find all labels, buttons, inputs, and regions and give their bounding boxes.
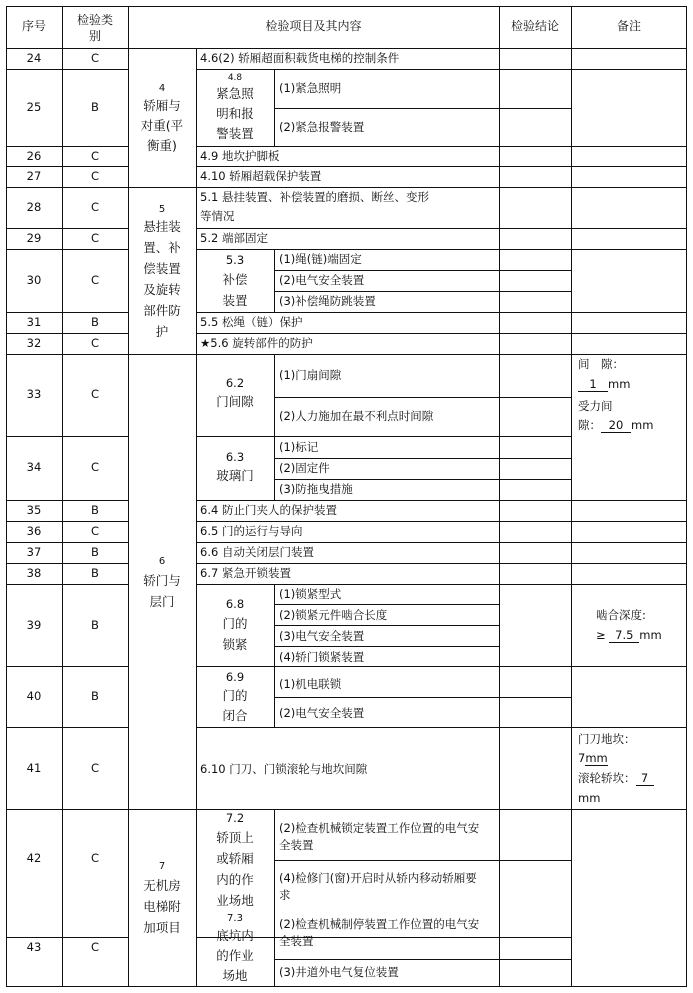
sub-line: 装置	[222, 293, 248, 308]
row-no: 25	[26, 100, 42, 114]
sub-col-divider	[274, 584, 275, 727]
remark-force-gap-label	[578, 400, 613, 413]
group-line: 置、补	[143, 240, 181, 255]
group-line: 轿门与	[143, 573, 181, 588]
item-text: (2)人力施加在最不利点时间隙	[279, 409, 434, 423]
row-divider	[196, 249, 687, 250]
row-no: 29	[26, 231, 42, 245]
row-cat: B	[91, 618, 99, 632]
row-no: 37	[26, 545, 42, 559]
row-cat: C	[90, 940, 100, 954]
sub-line: 内的作	[216, 872, 254, 887]
row-cat: C	[90, 387, 100, 401]
row-no: 33	[26, 387, 42, 401]
item-text: (1)标记	[279, 440, 319, 454]
item-text: (3)补偿绳防跳装置	[279, 294, 376, 308]
item-text: 求	[279, 888, 291, 902]
sub-row-divider	[274, 959, 572, 960]
row-divider	[6, 809, 687, 810]
item-text: (2)紧急报警装置	[279, 120, 365, 134]
row-no: 34	[26, 460, 42, 474]
group-line: 护	[155, 324, 169, 339]
group-num: 7	[158, 861, 166, 872]
item-text: (2)检查机械锁定装置工作位置的电气安	[279, 821, 480, 835]
sub-row-divider	[274, 646, 500, 647]
row-cat: B	[91, 545, 99, 559]
row-no: 28	[26, 200, 42, 214]
row-divider	[6, 937, 128, 938]
sub-row-divider	[274, 860, 572, 861]
sub-col-divider	[274, 809, 275, 987]
row-divider	[6, 228, 128, 229]
item-text: 6.4 防止门夹人的保护装置	[200, 503, 337, 517]
row-divider	[6, 249, 128, 250]
remark-symbol: ≥	[596, 628, 606, 642]
sub-line: 场地	[222, 968, 248, 983]
group-line: 部件防	[143, 303, 181, 318]
item-text: (1)绳(链)端固定	[279, 252, 362, 266]
row-divider	[196, 542, 687, 543]
remark-value: 7	[578, 751, 586, 765]
sub-num: 6.9	[225, 670, 245, 684]
row-divider	[6, 69, 128, 70]
row-no: 27	[26, 169, 42, 183]
remark-label: 间 隙：	[578, 357, 624, 371]
sub-line: 门间隙	[216, 394, 254, 409]
row-divider	[6, 166, 128, 167]
sub-line: 紧急照	[216, 86, 254, 101]
group-line: 偿装置	[143, 261, 181, 276]
row-divider	[196, 521, 687, 522]
group-line: 及旋转	[143, 282, 181, 297]
row-no: 31	[26, 315, 42, 329]
sub-line: 明和报	[216, 106, 254, 121]
row-divider	[196, 333, 687, 334]
remark-label: 滚轮轿坎：	[578, 771, 636, 785]
sub-num: 4.8	[227, 73, 243, 83]
remark-unit: mm	[631, 418, 654, 432]
sub-line: 或轿厢	[216, 851, 254, 866]
remark-engage-value	[596, 629, 662, 643]
row-no: 39	[26, 618, 42, 632]
row-divider	[196, 69, 687, 70]
remark-value: 7	[636, 772, 654, 786]
sub-line: 补偿	[222, 272, 248, 287]
row-no: 26	[26, 149, 42, 163]
sub-num: 6.2	[225, 376, 245, 390]
row-divider	[6, 563, 128, 564]
row-cat: C	[90, 149, 100, 163]
remark-label: 隙：	[578, 418, 601, 432]
sub-row-divider	[274, 625, 500, 626]
item-text: (1)机电联锁	[279, 677, 342, 691]
row-divider	[6, 312, 128, 313]
item-text: (3)井道外电气复位装置	[279, 965, 399, 979]
group-num: 6	[158, 556, 166, 567]
row-no: 38	[26, 566, 42, 580]
sub-line: 玻璃门	[216, 468, 254, 483]
sub-row-divider	[274, 697, 572, 698]
remark-roller-unit	[578, 792, 600, 805]
row-divider	[6, 436, 128, 437]
row-divider	[196, 228, 687, 229]
row-divider	[6, 521, 128, 522]
remark-unit: mm	[639, 628, 662, 642]
item-text: (2)检查机械制停装置工作位置的电气安	[279, 917, 480, 931]
row-divider	[6, 727, 128, 728]
row-cat: C	[90, 851, 100, 865]
sub-line: 闭合	[222, 708, 248, 723]
row-divider	[6, 187, 687, 188]
sub-row-divider	[274, 479, 572, 480]
sub-line: 锁紧	[222, 637, 248, 652]
row-cat: B	[91, 100, 99, 114]
item-text: 5.1 悬挂装置、补偿装置的磨损、断丝、变形	[200, 190, 429, 204]
row-divider	[196, 584, 687, 585]
row-divider	[6, 500, 128, 501]
sub-line: 的作业	[216, 948, 254, 963]
row-divider	[196, 727, 687, 728]
item-text: 4.6(2) 轿厢超面积载货电梯的控制条件	[200, 51, 400, 65]
remark-label: 受力间	[578, 399, 613, 413]
item-text: 4.10 轿厢超载保护装置	[200, 169, 322, 183]
row-cat: C	[90, 200, 100, 214]
col-divider	[499, 6, 500, 987]
remark-gap-label	[578, 358, 624, 371]
row-cat: C	[90, 336, 100, 350]
row-no: 24	[26, 51, 42, 65]
group-num: 4	[158, 83, 166, 94]
row-divider	[196, 312, 687, 313]
group-line: 衡重)	[147, 138, 177, 153]
row-no: 42	[26, 851, 42, 865]
row-no: 30	[26, 273, 42, 287]
group-line: 悬挂装	[143, 219, 181, 234]
row-cat: C	[90, 231, 100, 245]
row-divider	[196, 166, 687, 167]
row-cat: B	[91, 689, 99, 703]
item-text: 5.5 松绳（链）保护	[200, 315, 303, 329]
sub-num: 6.8	[225, 597, 245, 611]
col-divider	[571, 6, 572, 987]
row-cat: B	[91, 566, 99, 580]
row-cat: B	[91, 315, 99, 329]
sub-row-divider	[274, 270, 572, 271]
remark-label: 啮合深度:	[596, 608, 646, 622]
item-text: (2)电气安全装置	[279, 706, 365, 720]
row-cat: C	[90, 169, 100, 183]
group-line: 轿厢与	[143, 98, 181, 113]
row-divider	[196, 436, 572, 437]
header-conclusion: 检验结论	[510, 19, 559, 33]
item-text: 6.10 门刀、门锁滚轮与地坎间隙	[200, 762, 368, 776]
row-divider	[196, 146, 687, 147]
row-divider	[6, 48, 687, 49]
row-divider	[196, 666, 687, 667]
sub-line: 底坑内	[216, 928, 254, 943]
header-seq: 序号	[21, 19, 46, 33]
row-divider	[196, 563, 687, 564]
item-text: 6.7 紧急开锁装置	[200, 566, 291, 580]
sub-col-divider	[274, 249, 275, 312]
remark-value: 7.5	[609, 629, 639, 643]
sub-num: 5.3	[225, 253, 245, 267]
row-divider	[6, 333, 128, 334]
remark-roller-label	[578, 772, 654, 786]
sub-line: 轿顶上	[216, 830, 254, 845]
sub-row-divider	[274, 291, 572, 292]
header-item: 检验项目及其内容	[265, 19, 362, 33]
row-cat: C	[90, 460, 100, 474]
item-text: 等情况	[200, 209, 235, 223]
remark-engage-label	[596, 609, 646, 622]
remark-unit: mm	[585, 751, 608, 765]
row-cat: C	[90, 761, 100, 775]
sub-num: 7.3	[227, 913, 243, 924]
item-text: 全装置	[279, 838, 314, 852]
header-category: 检验类别	[76, 13, 113, 43]
remark-unit: mm	[608, 377, 631, 391]
sub-line: 门的	[222, 616, 248, 631]
remark-value: 1	[578, 378, 608, 392]
row-no: 40	[26, 689, 42, 703]
row-no: 43	[26, 940, 42, 954]
row-cat: C	[90, 51, 100, 65]
sub-row-divider	[274, 458, 572, 459]
group-line: 对重(平	[140, 118, 184, 133]
row-cat: B	[91, 503, 99, 517]
remark-unit: mm	[578, 791, 601, 805]
row-no: 41	[26, 761, 42, 775]
row-no: 32	[26, 336, 42, 350]
group-num: 5	[158, 204, 166, 215]
item-text: (2)电气安全装置	[279, 273, 365, 287]
item-text: 4.9 地坎护脚板	[200, 149, 280, 163]
row-divider	[6, 542, 128, 543]
item-text: (1)紧急照明	[279, 81, 342, 95]
group-line: 加项目	[143, 920, 181, 935]
header-remarks: 备注	[616, 19, 641, 33]
row-divider	[6, 666, 128, 667]
remark-knife-value	[578, 752, 608, 766]
row-divider	[196, 500, 687, 501]
item-text: ★5.6 旋转部件的防护	[200, 336, 313, 350]
row-no: 36	[26, 524, 42, 538]
item-text: (2)锁紧元件啮合长度	[279, 608, 388, 622]
item-text: (1)锁紧型式	[279, 587, 342, 601]
row-divider	[6, 146, 128, 147]
sub-line: 业场地	[216, 893, 254, 908]
sub-row-divider	[274, 604, 500, 605]
sub-row-divider	[274, 397, 572, 398]
remark-label: 门刀地坎：	[578, 732, 636, 746]
row-cat: C	[90, 524, 100, 538]
remark-value: 20	[601, 419, 631, 433]
sub-line: 警装置	[216, 126, 254, 141]
group-line: 无机房	[143, 878, 181, 893]
row-divider	[6, 354, 687, 355]
remark-force-gap-value	[578, 419, 653, 433]
row-no: 35	[26, 503, 42, 517]
row-divider	[6, 584, 128, 585]
item-text: (3)防拖曳措施	[279, 482, 353, 496]
group-line: 电梯附	[143, 899, 181, 914]
item-text: (3)电气安全装置	[279, 629, 365, 643]
sub-num: 6.3	[225, 450, 245, 464]
remark-gap-value	[578, 378, 630, 392]
item-text: (4)轿门锁紧装置	[279, 650, 365, 664]
item-text: (2)固定件	[279, 461, 330, 475]
row-cat: C	[90, 273, 100, 287]
group-line: 层门	[149, 594, 175, 609]
item-text: 全装置	[279, 934, 314, 948]
item-text: 6.5 门的运行与导向	[200, 524, 303, 538]
sub-line: 门的	[222, 688, 248, 703]
item-text: (1)门扇间隙	[279, 368, 342, 382]
sub-num: 7.2	[225, 811, 245, 825]
item-text: (4)检修门(窗)开启时从轿内移动轿厢要	[279, 871, 477, 885]
sub-row-divider	[274, 108, 572, 109]
remark-knife-label	[578, 733, 636, 746]
item-text: 6.6 自动关闭层门装置	[200, 545, 314, 559]
item-text: 5.2 端部固定	[200, 231, 268, 245]
